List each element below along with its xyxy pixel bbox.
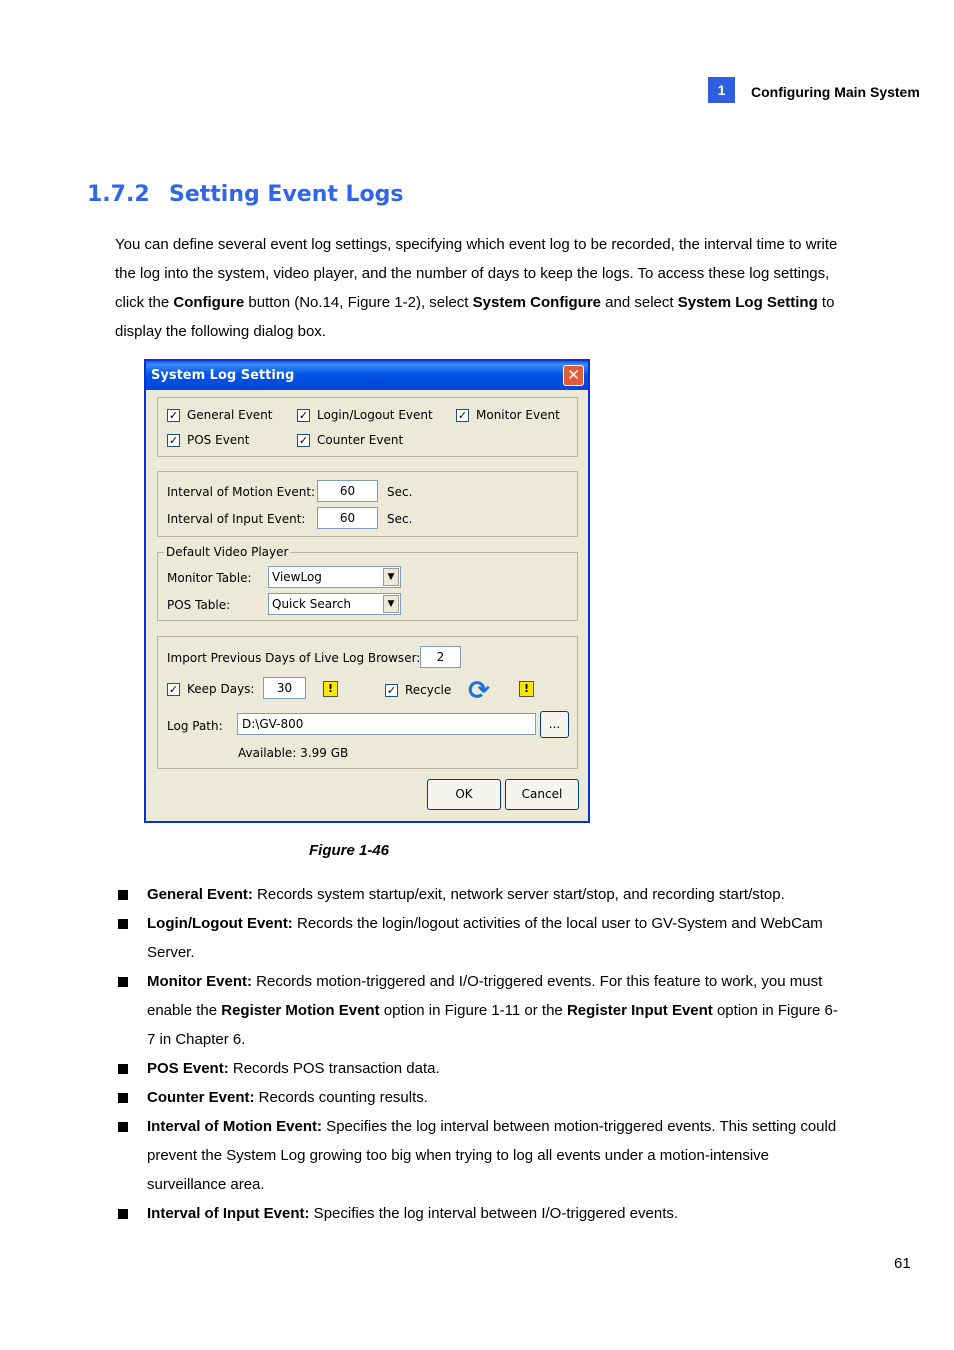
intro-text: You can define several event log settings, specifying which event log to be recorded, the interval time to write the log into the system, video player, and the number of days to keep the logs. To access these log settings, click the <box>115 236 838 311</box>
checkbox-box: ✓ <box>386 683 397 697</box>
import-days-label: Import Previous Days of Live Log Browser: <box>167 651 421 665</box>
login-logout-event-checkbox[interactable] <box>297 408 433 422</box>
bullet-text: Records POS transaction data. <box>228 1060 440 1077</box>
chevron-down-icon[interactable]: ▼ <box>383 568 399 586</box>
list-item <box>115 1112 845 1199</box>
checkbox-label: General Event <box>187 408 273 422</box>
intro-paragraph <box>115 230 845 346</box>
recycle-icon: ⟳ <box>468 676 490 706</box>
checkbox-label: Counter Event <box>317 433 404 447</box>
monitor-table-label: Monitor Table: <box>167 571 252 585</box>
intro-bold: System Configure <box>472 294 601 311</box>
bullet-text: option in Figure 6-7 in Chapter 6. <box>147 1002 838 1048</box>
checkbox-box: ✓ <box>168 408 179 422</box>
intro-bold: Configure <box>173 294 245 311</box>
import-days-input[interactable]: 2 <box>420 646 461 668</box>
figure-caption: Figure 1-46 <box>309 842 390 859</box>
intro-bold: System Log Setting <box>677 294 818 311</box>
keep-days-input[interactable]: 30 <box>263 677 306 699</box>
input-interval-unit: Sec. <box>387 512 413 526</box>
bullet-text: Records the login/logout activities of the local user to GV-System and WebCam Server. <box>147 915 823 961</box>
checkbox-box: ✓ <box>298 433 309 447</box>
cancel-button[interactable]: Cancel <box>505 779 579 810</box>
bullet-term: Monitor Event: <box>147 973 252 990</box>
bullet-term: Interval of Motion Event: <box>147 1118 323 1135</box>
keep-days-checkbox[interactable] <box>167 682 254 696</box>
section-title <box>87 182 404 207</box>
bullet-term: Counter Event: <box>147 1089 255 1106</box>
checkbox-label: Recycle <box>405 683 452 697</box>
ok-button[interactable]: OK <box>427 779 501 810</box>
chapter-title: Configuring Main System <box>751 84 920 100</box>
intro-text: to display the following dialog box. <box>115 294 835 340</box>
log-path-label: Log Path: <box>167 719 223 733</box>
dialog-titlebar[interactable] <box>146 361 588 390</box>
motion-interval-label: Interval of Motion Event: <box>167 485 316 499</box>
bullet-icon <box>118 1064 128 1074</box>
bullet-term: Login/Logout Event: <box>147 915 293 932</box>
motion-interval-unit: Sec. <box>387 485 413 499</box>
bullet-term: Register Motion Event <box>221 1002 380 1019</box>
video-player-group-label: Default Video Player <box>166 545 289 559</box>
chapter-number-badge: 1 <box>708 77 735 103</box>
checkbox-label: Monitor Event <box>476 408 560 422</box>
checkbox-label: Keep Days: <box>187 682 255 696</box>
section-number: 1.7.2 <box>87 182 150 207</box>
monitor-event-checkbox[interactable] <box>456 408 560 422</box>
warning-icon: ! <box>519 681 534 697</box>
close-icon[interactable]: ✕ <box>563 365 584 386</box>
bullet-icon <box>118 890 128 900</box>
bullet-text: Records counting results. <box>254 1089 428 1106</box>
select-value: ViewLog <box>272 570 322 584</box>
warning-icon: ! <box>323 681 338 697</box>
list-item <box>115 1054 845 1083</box>
recycle-checkbox[interactable] <box>385 683 451 697</box>
bullet-icon <box>118 1209 128 1219</box>
chevron-down-icon[interactable]: ▼ <box>383 595 399 613</box>
bullet-text: option in Figure 1-11 or the <box>379 1002 567 1019</box>
dialog-title: System Log Setting <box>151 368 295 383</box>
checkbox-box: ✓ <box>168 682 179 696</box>
event-types-group <box>157 397 578 457</box>
bullet-icon <box>118 977 128 987</box>
input-interval-input[interactable]: 60 <box>317 507 378 529</box>
bullet-text: Specifies the log interval between I/O-triggered events. <box>309 1205 679 1222</box>
pos-table-label: POS Table: <box>167 598 231 612</box>
list-item <box>115 1199 845 1228</box>
available-space-text: Available: 3.99 GB <box>238 746 349 760</box>
counter-event-checkbox[interactable] <box>297 433 403 447</box>
bullet-text: Records motion-triggered and I/O-triggered events. For this feature to work, you must enable the <box>147 973 823 1019</box>
bullet-term: POS Event: <box>147 1060 229 1077</box>
checkbox-box: ✓ <box>168 433 179 447</box>
log-path-input[interactable]: D:\GV-800 <box>237 713 536 735</box>
list-item <box>115 1083 845 1112</box>
motion-interval-input[interactable]: 60 <box>317 480 378 502</box>
checkbox-label: POS Event <box>187 433 250 447</box>
checkbox-box: ✓ <box>298 408 309 422</box>
system-log-setting-dialog <box>144 359 590 823</box>
bullet-icon <box>118 1122 128 1132</box>
bullet-text: Records system startup/exit, network server start/stop, and recording start/stop. <box>252 886 785 903</box>
bullet-list <box>115 880 845 1228</box>
intro-text: and select <box>601 294 678 311</box>
page-number: 61 <box>894 1255 911 1272</box>
general-event-checkbox[interactable] <box>167 408 272 422</box>
list-item <box>115 909 845 967</box>
monitor-table-select[interactable] <box>268 566 401 588</box>
browse-button[interactable]: ... <box>540 711 569 738</box>
section-title-text: Setting Event Logs <box>169 182 404 207</box>
pos-event-checkbox[interactable] <box>167 433 250 447</box>
checkbox-label: Login/Logout Event <box>317 408 433 422</box>
list-item <box>115 967 845 1054</box>
bullet-icon <box>118 919 128 929</box>
bullet-term: General Event: <box>147 886 253 903</box>
select-value: Quick Search <box>272 597 351 611</box>
bullet-icon <box>118 1093 128 1103</box>
pos-table-select[interactable] <box>268 593 401 615</box>
bullet-term: Interval of Input Event: <box>147 1205 310 1222</box>
bullet-term: Register Input Event <box>566 1002 713 1019</box>
input-interval-label: Interval of Input Event: <box>167 512 306 526</box>
checkbox-box: ✓ <box>457 408 468 422</box>
list-item <box>115 880 845 909</box>
bullet-text: Specifies the log interval between motion-triggered events. This setting could prevent the System Log growing too big when trying to log all events under a motion-intensive surveillance area. <box>147 1118 837 1193</box>
intro-text: button (No.14, Figure 1-2), select <box>244 294 473 311</box>
